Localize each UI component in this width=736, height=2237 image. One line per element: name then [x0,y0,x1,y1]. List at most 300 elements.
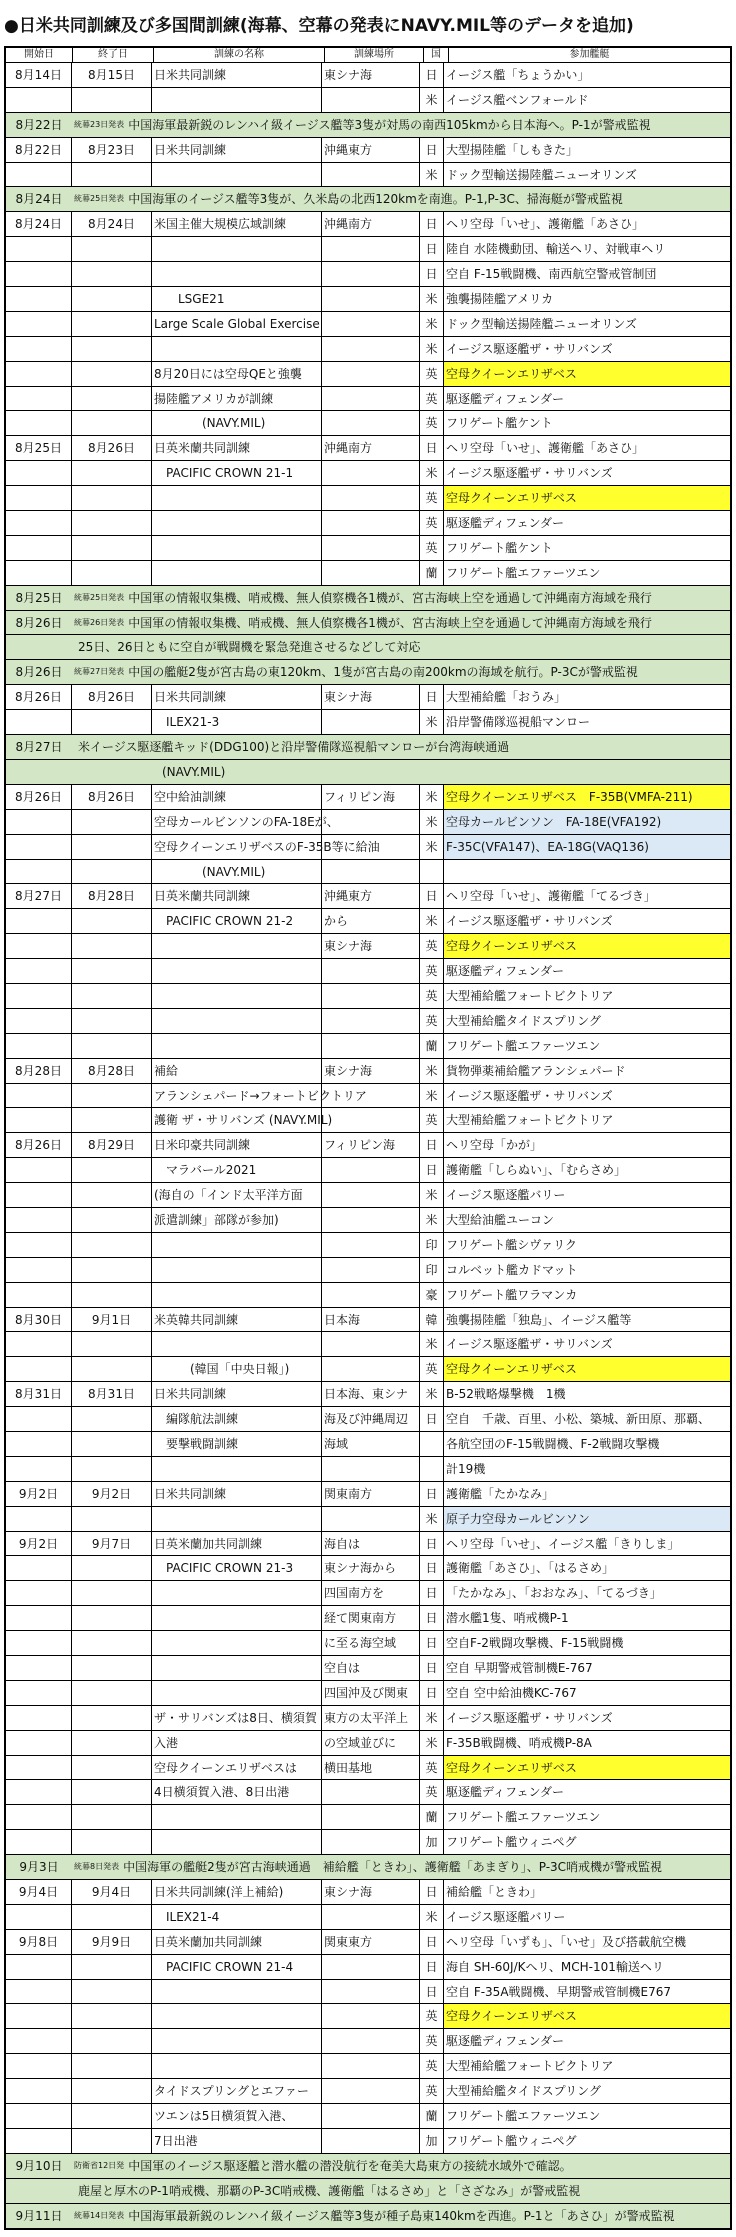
table-row [6,1258,730,1283]
cell-exercise-name: 8月20日には空母QEと強襲 [152,362,322,386]
cell-country: 加 [420,1830,444,1854]
cell-country: 英 [420,959,444,983]
cell-exercise-name: 要撃戦闘訓練 [152,1432,322,1456]
cell-participant: 空自 F-15戦闘機、南西航空警戒管制団 [446,267,657,282]
cell-exercise-name [152,1830,322,1854]
cell-start-date [6,1283,72,1307]
header-exercise-name: 訓練の名称 [154,48,325,62]
cell-location [322,337,420,361]
cell-participant: 空母クイーンエリザベス [444,2004,730,2028]
table-row [6,2054,730,2079]
table-row [6,486,730,511]
cell-country: 英 [420,1756,444,1780]
cell-country: 英 [420,2054,444,2078]
cell-participant: 空母クイーンエリザベス F-35B(VMFA-211) [444,785,730,809]
cell-start-date [6,860,72,884]
cell-start-date [6,486,72,510]
cell-start-date [6,1556,72,1580]
note-source: 統幕26日発表 [74,617,125,627]
cell-exercise-name: 日英米蘭加共同訓練 [152,1930,322,1954]
cell-start-date [6,1432,72,1456]
cell-start-date [6,461,72,485]
cell-end-date [72,1955,152,1979]
cell-country: 加 [420,2129,444,2153]
cell-country: 蘭 [420,1805,444,1829]
cell-exercise-name: 護衛 ザ・サリバンズ (NAVY.MIL) [152,1108,322,1132]
cell-end-date [72,461,152,485]
cell-start-date [6,1407,72,1431]
cell-end-date [72,362,152,386]
cell-location: 東シナ海 [322,63,420,87]
cell-end-date [72,934,152,958]
cell-exercise-name [152,1606,322,1630]
cell-exercise-name: ILEX21-4 [152,1905,322,1929]
cell-country: 日 [420,1930,444,1954]
note-date: 8月22日 [15,117,63,132]
note-row [6,2204,730,2229]
cell-country: 日 [420,1980,444,2004]
cell-exercise-name [152,1681,322,1705]
cell-end-date [72,1158,152,1182]
cell-exercise-name: 日米共同訓練 [152,1382,322,1406]
cell-end-date [72,1432,152,1456]
cell-exercise-name [152,2004,322,2028]
cell-participant: ドック型輸送揚陸艦ニューオリンズ [446,167,637,182]
cell-exercise-name [152,959,322,983]
table-row [6,934,730,959]
cell-participant: 空自 千歳、百里、小松、築城、新田原、那覇、 [446,1412,711,1427]
header-country: 国 [424,48,449,62]
cell-end-date: 8月24日 [72,212,152,236]
cell-exercise-name: 日米共同訓練 [152,1482,322,1506]
cell-country: 米 [420,810,444,834]
note-row [6,760,730,785]
cell-exercise-name [152,163,322,187]
cell-start-date [6,1507,72,1531]
table-row [6,212,730,237]
cell-exercise-name: 4日横須賀入港、8日出港 [152,1780,322,1804]
cell-exercise-name: ザ・サリバンズは8日、横須賀 [152,1706,322,1730]
cell-location: に至る海空域 [322,1631,420,1655]
cell-participant: 大型補給艦タイドスプリング [446,1013,601,1028]
cell-country: 蘭 [420,1034,444,1058]
table-row [6,2104,730,2129]
cell-participant: ヘリ空母「かが」 [446,1138,543,1153]
cell-end-date [72,1357,152,1381]
note-source: 統幕27日発表 [74,667,125,677]
cell-start-date [6,163,72,187]
cell-start-date [6,1805,72,1829]
cell-participant: イージス駆逐艦バリー [446,1188,566,1203]
table-row [6,785,730,810]
cell-location [322,461,420,485]
note-text: 中国海軍最新鋭のレンハイ級イージス艦等3隻が対馬の南西105kmから日本海へ。P-1が警戒監視 [128,117,651,132]
cell-participant: 空母クイーンエリザベス [444,1357,730,1381]
cell-end-date [72,1681,152,1705]
cell-start-date [6,2004,72,2028]
table-row [6,1507,730,1532]
note-row [6,635,730,660]
cell-exercise-name [152,934,322,958]
cell-exercise-name [152,88,322,112]
cell-start-date [6,710,72,734]
cell-start-date: 8月22日 [6,138,72,162]
cell-exercise-name: PACIFIC CROWN 21-3 [152,1556,322,1580]
table-row [6,685,730,710]
cell-location [322,2029,420,2053]
table-row [6,1581,730,1606]
table-row [6,1382,730,1407]
table-row [6,710,730,735]
cell-country: 日 [420,1656,444,1680]
cell-participant: 「たかなみ」、「おおなみ」、「てるづき」 [446,1586,662,1601]
cell-start-date [6,2029,72,2053]
cell-participant: ドック型輸送揚陸艦ニューオリンズ [446,316,637,331]
cell-participant: 各航空団のF-15戦闘機、F-2戦闘攻撃機 [446,1436,660,1451]
cell-start-date [6,1780,72,1804]
cell-exercise-name [152,1283,322,1307]
header-location: 訓練場所 [325,48,424,62]
cell-start-date [6,511,72,535]
cell-exercise-name: Large Scale Global Exercise [152,312,322,336]
cell-location: 沖縄南方 [322,212,420,236]
cell-end-date [72,1457,152,1481]
cell-location [322,237,420,261]
cell-participant: 潜水艦1隻、哨戒機P-1 [446,1611,569,1626]
cell-end-date: 8月26日 [72,685,152,709]
table-row [6,1332,730,1357]
table-row [6,461,730,486]
cell-start-date [6,909,72,933]
cell-participant: 駆逐艦ディフェンダー [446,2034,564,2049]
cell-country: 米 [420,88,444,112]
cell-end-date [72,1780,152,1804]
note-date: 8月27日 [15,740,63,755]
cell-end-date: 9月9日 [72,1930,152,1954]
table-row [6,561,730,586]
cell-location [322,1233,420,1257]
table-row [6,1606,730,1631]
cell-end-date [72,1507,152,1531]
cell-exercise-name [152,984,322,1008]
cell-end-date: 8月26日 [72,785,152,809]
cell-country [420,1457,444,1481]
cell-location [322,411,420,435]
cell-start-date [6,959,72,983]
cell-location [322,163,420,187]
cell-country: 日 [420,1158,444,1182]
cell-location: 四国沖及び関東 [322,1681,420,1705]
cell-exercise-name: LSGE21 [152,287,322,311]
cell-location [322,2129,420,2153]
table-row [6,1183,730,1208]
cell-exercise-name: マラバール2021 [152,1158,322,1182]
cell-start-date [6,1581,72,1605]
note-text: 鹿屋と厚木のP-1哨戒機、那覇のP-3C哨戒機、護衛艦「はるさめ」と「さざなみ」が警戒監視 [78,2183,581,2198]
cell-exercise-name [152,511,322,535]
cell-participant: 護衛艦「あさひ」、「はるさめ」 [446,1561,615,1576]
cell-end-date [72,1581,152,1605]
cell-location [322,2004,420,2028]
table-row [6,1980,730,2005]
cell-start-date [6,536,72,560]
cell-participant [444,860,730,884]
cell-exercise-name: PACIFIC CROWN 21-1 [152,461,322,485]
cell-exercise-name [152,337,322,361]
cell-end-date: 9月7日 [72,1532,152,1556]
cell-start-date [6,2054,72,2078]
cell-participant: 空母クイーンエリザベス [444,362,730,386]
cell-exercise-name: 補給 [152,1059,322,1083]
cell-start-date [6,1955,72,1979]
cell-participant: 空母クイーンエリザベス [444,934,730,958]
table-row [6,88,730,113]
cell-country: 英 [420,486,444,510]
cell-country: 日 [420,262,444,286]
cell-location: 海域 [322,1432,420,1456]
cell-location: から [322,909,420,933]
cell-exercise-name: 日米共同訓練 [152,63,322,87]
table-row [6,835,730,860]
table-row [6,2079,730,2104]
cell-end-date [72,1805,152,1829]
table-row [6,1432,730,1457]
cell-start-date: 9月8日 [6,1930,72,1954]
table-row [6,1756,730,1781]
note-row [6,660,730,685]
cell-location [322,312,420,336]
note-date: 9月11日 [15,2208,63,2223]
cell-exercise-name: 日米共同訓練 [152,138,322,162]
cell-end-date [72,2054,152,2078]
cell-country: 英 [420,2029,444,2053]
cell-country: 日 [420,237,444,261]
cell-end-date [72,486,152,510]
cell-location: 海自は [322,1532,420,1556]
cell-end-date [72,2104,152,2128]
cell-end-date [72,1283,152,1307]
table-row [6,1482,730,1507]
cell-country: 英 [420,1108,444,1132]
cell-end-date [72,511,152,535]
cell-location [322,1158,420,1182]
cell-country: 米 [420,785,444,809]
cell-country: 英 [420,934,444,958]
cell-country: 英 [420,411,444,435]
cell-exercise-name: (NAVY.MIL) [152,411,322,435]
cell-end-date: 8月28日 [72,1059,152,1083]
table-row [6,1880,730,1905]
cell-participant: 空母クイーンエリザベス [444,1756,730,1780]
cell-participant: 駆逐艦ディフェンダー [446,516,564,531]
cell-location: 関東東方 [322,1930,420,1954]
cell-exercise-name [152,1581,322,1605]
cell-start-date [6,1606,72,1630]
cell-end-date [72,1656,152,1680]
cell-start-date [6,1357,72,1381]
cell-participant: 大型補給艦フォートビクトリア [446,1113,614,1128]
cell-participant: 補給艦「ときわ」 [446,1885,543,1900]
cell-end-date [72,959,152,983]
cell-exercise-name [152,1332,322,1356]
cell-start-date [6,1631,72,1655]
cell-end-date [72,287,152,311]
cell-country: 日 [420,1532,444,1556]
cell-end-date [72,1233,152,1257]
table-row [6,1407,730,1432]
table-row [6,1084,730,1109]
cell-participant: イージス駆逐艦ザ・サリバンズ [446,341,613,356]
cell-location [322,536,420,560]
table-header [6,48,730,63]
table-row [6,63,730,88]
note-source: 統幕14日発表 [74,2210,125,2220]
table-row [6,2129,730,2154]
cell-end-date: 8月26日 [72,436,152,460]
cell-location [322,1108,420,1132]
cell-participant: フリゲート艦エファーツエン [446,1810,601,1825]
cell-start-date: 8月31日 [6,1382,72,1406]
note-date [6,2179,72,2203]
cell-country: 日 [420,1955,444,1979]
cell-country: 英 [420,536,444,560]
cell-participant: B-52戦略爆撃機 1機 [446,1387,566,1402]
note-date: 8月26日 [15,615,63,630]
cell-participant: フリゲート艦ウィニペグ [446,2133,577,2148]
cell-participant: 原子力空母カールビンソン [444,1507,730,1531]
cell-country: 日 [420,212,444,236]
cell-start-date [6,1706,72,1730]
cell-participant: ヘリ空母「いせ」、護衛艦「あさひ」 [446,217,645,232]
cell-participant: ヘリ空母「いずも」、「いせ」及び搭載航空機 [446,1934,687,1949]
cell-location: 東方の太平洋上 [322,1706,420,1730]
table-row [6,984,730,1009]
cell-exercise-name: アランシェパード→フォートビクトリア [152,1084,322,1108]
cell-start-date: 8月28日 [6,1059,72,1083]
table-row [6,909,730,934]
note-date: 9月10日 [15,2158,63,2173]
cell-exercise-name [152,237,322,261]
cell-start-date [6,1009,72,1033]
cell-end-date: 9月2日 [72,1482,152,1506]
cell-start-date [6,1830,72,1854]
cell-country: 日 [420,436,444,460]
note-date: 8月26日 [15,665,63,680]
cell-location [322,1084,420,1108]
cell-participant: 大型補給艦「おうみ」 [446,690,567,705]
cell-end-date [72,387,152,411]
cell-country: 米 [420,163,444,187]
cell-participant: フリゲート艦エファーツエン [446,2109,601,2124]
cell-exercise-name: 入港 [152,1731,322,1755]
note-date [6,760,72,784]
table-row [6,1681,730,1706]
cell-start-date [6,934,72,958]
cell-end-date [72,1830,152,1854]
cell-country: 日 [420,1581,444,1605]
cell-start-date: 8月26日 [6,785,72,809]
cell-location [322,2079,420,2103]
cell-country [420,860,444,884]
cell-participant: 空自 F-35A戦闘機、早期警戒管制機E767 [446,1984,672,1999]
table-row [6,337,730,362]
cell-start-date [6,561,72,585]
table-row [6,511,730,536]
cell-end-date [72,909,152,933]
cell-country: 日 [420,884,444,908]
cell-country: 米 [420,1905,444,1929]
table-row [6,287,730,312]
table-row [6,138,730,163]
cell-country: 米 [420,835,444,859]
cell-exercise-name: 日米共同訓練(洋上補給) [152,1880,322,1904]
cell-participant: フリゲート艦ケント [446,416,553,431]
cell-country: 米 [420,461,444,485]
cell-participant: 貨物弾薬補給艦アランシェパード [446,1063,626,1078]
table-row [6,1208,730,1233]
cell-participant: フリゲート艦ケント [446,540,553,555]
note-source: 統幕25日発表 [74,194,125,204]
cell-country: 印 [420,1258,444,1282]
cell-location: 沖縄東方 [322,884,420,908]
cell-end-date [72,1208,152,1232]
header-participants: 参加艦艇 [569,49,610,60]
table-row [6,860,730,885]
note-text: 25日、26日ともに空自が戦闘機を緊急発進させるなどして対応 [78,640,421,655]
cell-end-date [72,810,152,834]
cell-participant: 大型揚陸艦「しもきた」 [446,142,579,157]
table-row [6,1059,730,1084]
cell-start-date [6,2129,72,2153]
cell-end-date: 8月31日 [72,1382,152,1406]
cell-participant: 護衛艦「しらぬい」、「むらさめ」 [446,1163,627,1178]
cell-country: 米 [420,337,444,361]
cell-location [322,486,420,510]
cell-country: 英 [420,2004,444,2028]
cell-start-date [6,1084,72,1108]
cell-start-date [6,1233,72,1257]
cell-location [322,1183,420,1207]
cell-exercise-name [152,1980,322,2004]
table-row [6,1034,730,1059]
cell-participant: イージス駆逐艦ザ・サリバンズ [446,1337,613,1352]
cell-country: 米 [420,710,444,734]
cell-end-date [72,1332,152,1356]
cell-location [322,1208,420,1232]
cell-location [322,1905,420,1929]
cell-end-date [72,1606,152,1630]
note-text: 中国海軍最新鋭のレンハイ級イージス艦等3隻が種子島東140kmを西進。P-1と「あさひ」が警戒監視 [128,2208,675,2223]
cell-start-date: 8月26日 [6,1133,72,1157]
cell-start-date [6,1258,72,1282]
cell-exercise-name: 日米印豪共同訓練 [152,1133,322,1157]
cell-exercise-name [152,1258,322,1282]
cell-exercise-name [152,1805,322,1829]
cell-exercise-name: (NAVY.MIL) [152,860,322,884]
cell-exercise-name: 日英米蘭共同訓練 [152,436,322,460]
cell-location: 日本海 [322,1308,420,1332]
cell-country: 英 [420,984,444,1008]
table-row [6,1009,730,1034]
cell-start-date [6,1656,72,1680]
cell-location: 沖縄南方 [322,436,420,460]
cell-participant: フリゲート艦エファーツエン [446,565,601,580]
table-row [6,1805,730,1830]
table-row [6,1706,730,1731]
cell-end-date [72,337,152,361]
cell-participant: イージス駆逐艦ザ・サリバンズ [446,1710,613,1725]
note-row [6,586,730,611]
